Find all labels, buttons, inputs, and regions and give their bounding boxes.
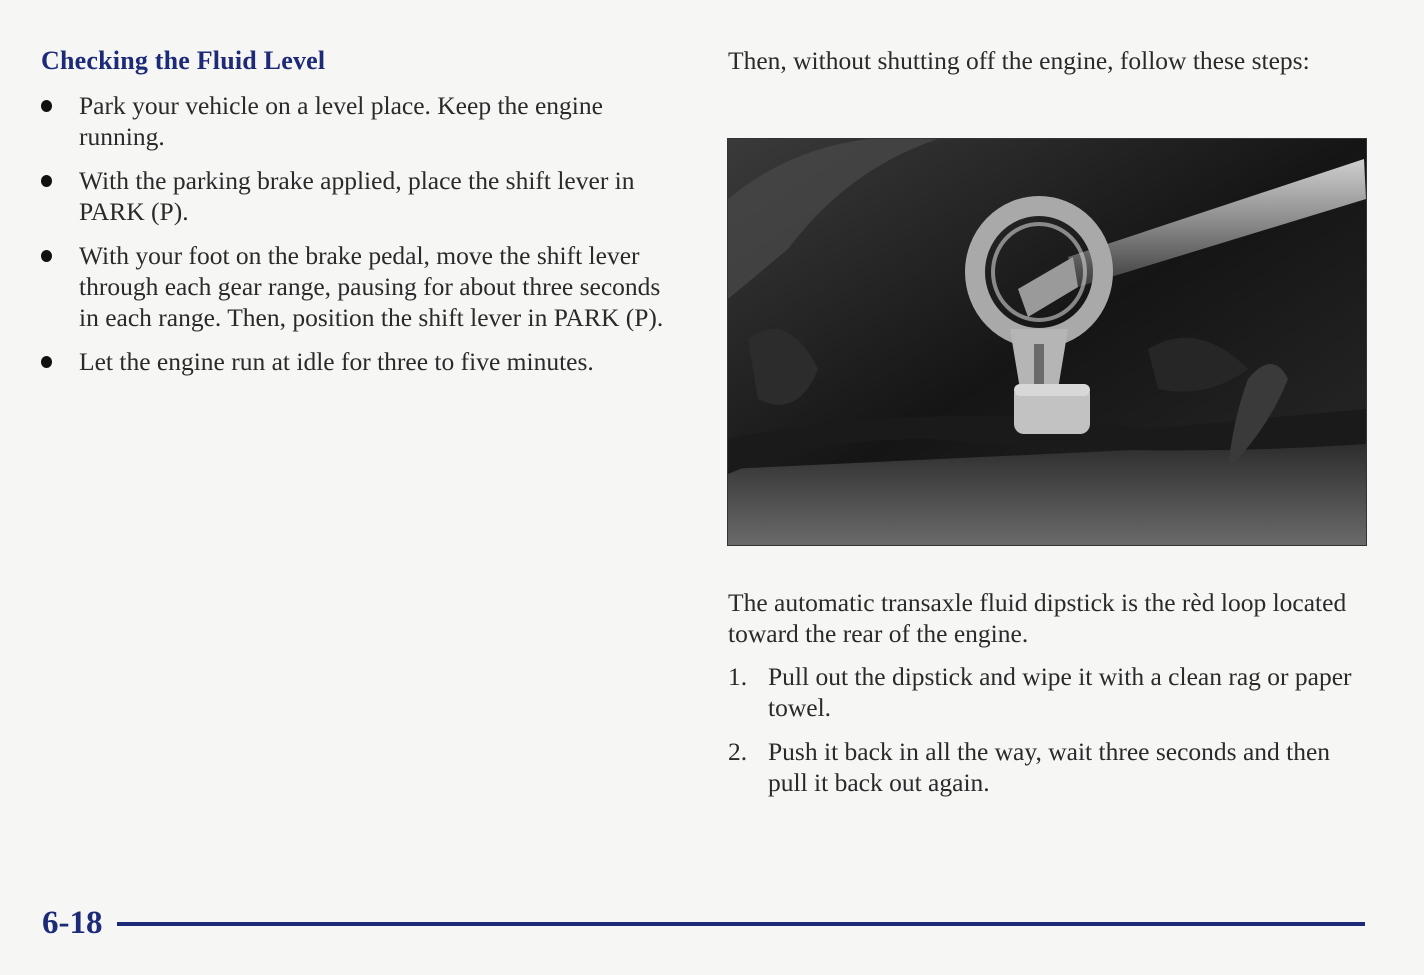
bullet-icon [41, 250, 52, 262]
bullet-icon [41, 100, 52, 112]
bullet-list [41, 90, 681, 390]
step-list [728, 661, 1358, 811]
bullet-text: With your foot on the brake pedal, move the shift lever through each gear range, pausing for about three seconds in each range. Then, position the shift lever in PARK (P). [79, 241, 664, 332]
bullet-icon [41, 356, 52, 368]
list-item [41, 165, 681, 227]
page-number: 6-18 [42, 905, 103, 941]
intro-text: Then, without shutting off the engine, follow these steps: [728, 46, 1310, 75]
list-item [728, 661, 1358, 723]
bullet-text: Let the engine run at idle for three to five minutes. [79, 347, 594, 376]
bullet-text: Park your vehicle on a level place. Keep the engine running. [79, 91, 603, 151]
step-number: 2. [728, 737, 748, 766]
list-item [41, 90, 681, 152]
bullet-icon [41, 175, 52, 187]
step-number: 1. [728, 662, 748, 691]
step-text: Pull out the dipstick and wipe it with a clean rag or paper towel. [768, 662, 1352, 722]
bullet-text: With the parking brake applied, place the shift lever in PARK (P). [79, 166, 635, 226]
list-item [41, 240, 681, 333]
step-text: Push it back in all the way, wait three seconds and then pull it back out again. [768, 737, 1331, 797]
section-heading: Checking the Fluid Level [41, 46, 326, 75]
dipstick-photo [727, 138, 1367, 546]
list-item [728, 736, 1358, 798]
footer-rule [117, 922, 1365, 926]
list-item [41, 346, 681, 377]
caption-text: The automatic transaxle fluid dipstick is the rèd loop located toward the rear of the engine. [728, 588, 1347, 648]
dipstick-illustration [728, 139, 1366, 545]
